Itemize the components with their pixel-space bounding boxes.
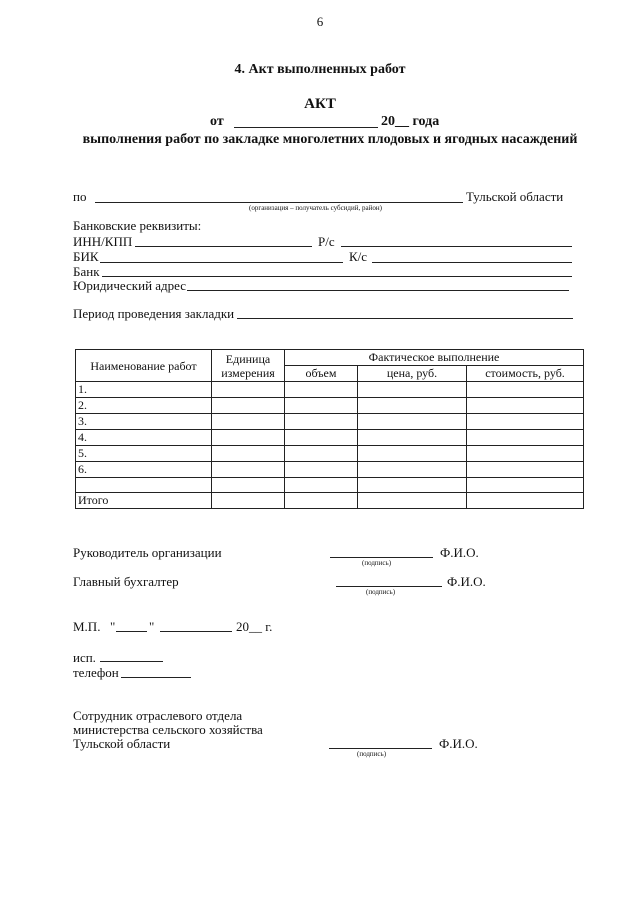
cost-cell[interactable] [467,493,584,509]
accountant-label: Главный бухгалтер [73,574,179,589]
col-actual-header: Фактическое выполнение [285,350,584,366]
price-cell[interactable] [358,493,467,509]
row-number [76,478,212,493]
price-cell[interactable] [358,462,467,478]
unit-cell[interactable] [212,478,285,493]
act-date-field[interactable] [234,127,378,128]
price-cell[interactable] [358,478,467,493]
head-sign-caption: (подпись) [362,559,392,567]
volume-cell[interactable] [285,446,358,462]
ks-field[interactable] [372,262,572,263]
employee-fio: Ф.И.О. [439,736,478,751]
table-total-row [76,493,584,509]
mp-quote-open: " [110,619,116,634]
bank-field[interactable] [102,276,572,277]
cost-cell[interactable] [467,414,584,430]
col-price-header: цена, руб. [358,366,467,382]
address-field[interactable] [187,290,569,291]
unit-cell[interactable] [212,493,285,509]
table-row [76,398,584,414]
bank-label: Банк [73,264,100,279]
inn-field[interactable] [135,246,312,247]
org-prefix: по [73,189,87,204]
cost-cell[interactable] [467,446,584,462]
page-number: 6 [316,14,324,29]
act-title: АКТ [304,96,336,112]
col-cost-header: стоимость, руб. [467,366,584,382]
col-volume-header: объем [285,366,358,382]
volume-cell[interactable] [285,462,358,478]
row-number: 3. [76,414,212,430]
price-cell[interactable] [358,398,467,414]
row-number: 1. [76,382,212,398]
table-header-row [76,350,584,366]
address-label: Юридический адрес [73,278,187,293]
works-table [75,349,584,509]
price-cell[interactable] [358,430,467,446]
phone-label: телефон [73,665,119,680]
org-suffix: Тульской области [466,189,564,204]
mp-label: М.П. [73,619,101,634]
bik-label: БИК [73,249,99,264]
employee-signature-field[interactable] [329,748,432,749]
cost-cell[interactable] [467,462,584,478]
employee-line-2: министерства сельского хозяйства [73,722,263,737]
table-row [76,478,584,493]
row-number: 4. [76,430,212,446]
head-fio: Ф.И.О. [440,545,479,560]
rs-field[interactable] [341,246,572,247]
period-field[interactable] [237,318,573,319]
org-field[interactable] [95,202,463,203]
act-subtitle: выполнения работ по закладке многолетних плодовых и ягодных насаждений [82,132,578,147]
volume-cell[interactable] [285,430,358,446]
phone-field[interactable] [121,677,191,678]
table-row [76,430,584,446]
table-row [76,462,584,478]
volume-cell[interactable] [285,382,358,398]
period-label: Период проведения закладки [73,306,235,321]
table-row [76,382,584,398]
cost-cell[interactable] [467,398,584,414]
unit-cell[interactable] [212,398,285,414]
head-label: Руководитель организации [73,545,222,560]
cost-cell[interactable] [467,430,584,446]
rs-label: Р/с [318,234,335,249]
mp-year: 20__ г. [236,619,273,634]
row-number: 5. [76,446,212,462]
act-date-year: 20__ года [381,114,440,129]
cost-cell[interactable] [467,478,584,493]
mp-month-field[interactable] [160,631,232,632]
accountant-fio: Ф.И.О. [447,574,486,589]
section-title: 4. Акт выполненных работ [234,62,406,77]
mp-day-field[interactable] [116,631,147,632]
bik-field[interactable] [100,262,343,263]
unit-cell[interactable] [212,446,285,462]
org-caption: (организация – получатель субсидий, район) [249,204,382,212]
volume-cell[interactable] [285,414,358,430]
row-number: 6. [76,462,212,478]
accountant-sign-caption: (подпись) [366,588,396,596]
total-label: Итого [76,493,212,509]
inn-label: ИНН/КПП [73,234,133,249]
price-cell[interactable] [358,414,467,430]
unit-cell[interactable] [212,414,285,430]
volume-cell[interactable] [285,398,358,414]
employee-sign-caption: (подпись) [357,750,387,758]
employee-line-3: Тульской области [73,736,171,751]
unit-cell[interactable] [212,382,285,398]
volume-cell[interactable] [285,493,358,509]
employee-line-1: Сотрудник отраслевого отдела [73,708,243,723]
bank-heading: Банковские реквизиты: [73,218,202,233]
mp-quote-close: " [149,619,155,634]
row-number: 2. [76,398,212,414]
col-name-header: Наименование работ [76,350,212,382]
head-signature-field[interactable] [330,557,433,558]
price-cell[interactable] [358,382,467,398]
cost-cell[interactable] [467,382,584,398]
volume-cell[interactable] [285,478,358,493]
table-row [76,414,584,430]
unit-cell[interactable] [212,462,285,478]
ks-label: К/с [349,249,368,264]
act-date-prefix: от [210,114,224,129]
executor-field[interactable] [100,661,163,662]
accountant-signature-field[interactable] [336,586,442,587]
table-row [76,446,584,462]
unit-cell[interactable] [212,430,285,446]
executor-label: исп. [73,650,96,665]
price-cell[interactable] [358,446,467,462]
col-unit-header: Единица измерения [212,350,285,382]
